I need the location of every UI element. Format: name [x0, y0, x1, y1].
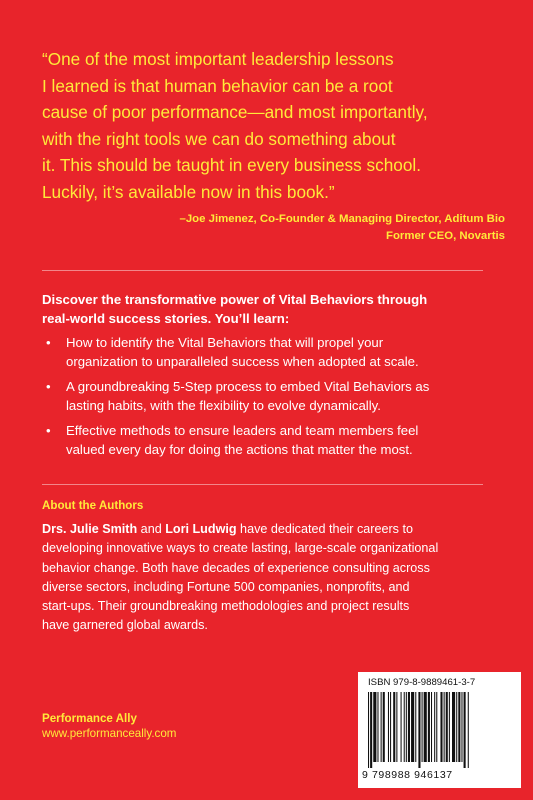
endorsement-quote — [42, 46, 512, 206]
publisher-name: Performance Ally — [42, 712, 137, 725]
about-authors-heading: About the Authors — [42, 499, 144, 512]
quote-line: it. This should be taught in every business school. — [42, 155, 421, 176]
bullet-text: Effective methods to ensure leaders and team members feel — [66, 423, 419, 438]
learn-bullet-list — [42, 333, 502, 465]
quote-line: “One of the most important leadership lessons — [42, 49, 394, 69]
quote-line: cause of poor performance—and most importantly, — [42, 102, 428, 123]
learn-intro — [42, 290, 512, 328]
bullet-text: A groundbreaking 5-Step process to embed Vital Behaviors as — [66, 379, 430, 394]
author-joiner: and — [137, 522, 166, 536]
bullet-text: organization to unparalleled success when adopted at scale. — [66, 354, 419, 369]
about-line: diverse sectors, including Fortune 500 companies, nonprofits, and — [42, 579, 410, 594]
section-divider — [42, 270, 483, 271]
bullet-text: lasting habits, with the flexibility to evolve dynamically. — [66, 398, 381, 413]
quote-line: with the right tools we can do something about — [42, 128, 396, 149]
quote-attribution — [85, 211, 505, 245]
bullet-dot: • — [46, 379, 51, 394]
bullet-dot: • — [46, 423, 51, 438]
author-prefix: Drs. — [42, 522, 70, 536]
quote-line: I learned is that human behavior can be a root — [42, 75, 393, 96]
publisher-website-link[interactable]: www.performanceally.com — [42, 727, 177, 740]
about-authors-text — [42, 520, 512, 636]
author-name-2: Lori Ludwig — [165, 522, 237, 536]
isbn-label: ISBN 979-8-9889461-3-7 — [368, 677, 476, 688]
section-divider — [42, 484, 483, 485]
barcode-digits: 9 798988 946137 — [362, 769, 453, 781]
list-item — [42, 421, 502, 459]
about-line: developing innovative ways to create lasting, large-scale organizational — [42, 541, 439, 556]
isbn-barcode — [358, 672, 521, 788]
attribution-title: Former CEO, Novartis — [385, 230, 505, 242]
bullet-dot: • — [46, 335, 51, 350]
bullet-text: valued every day for doing the actions that matter the most. — [66, 442, 413, 457]
quote-line: Luckily, it’s available now in this book.” — [42, 181, 335, 202]
list-item — [42, 377, 502, 415]
intro-line: Discover the transformative power of Vital Behaviors through — [42, 292, 428, 307]
about-line: start-ups. Their groundbreaking methodologies and project results — [42, 599, 410, 614]
author-name-1: Julie Smith — [70, 522, 138, 536]
attribution-name: –Joe Jimenez, Co-Founder & Managing Director, Aditum Bio — [179, 213, 505, 225]
intro-line: real-world success stories. You’ll learn: — [42, 311, 290, 326]
list-item — [42, 333, 502, 371]
about-line: have garnered global awards. — [42, 618, 208, 633]
barcode-icon — [366, 692, 513, 768]
bullet-text: How to identify the Vital Behaviors that will propel your — [66, 335, 384, 350]
about-line — [42, 520, 512, 539]
about-line-rest: have dedicated their careers to — [236, 522, 413, 536]
about-line: behavior change. Both have decades of experience consulting across — [42, 560, 430, 575]
